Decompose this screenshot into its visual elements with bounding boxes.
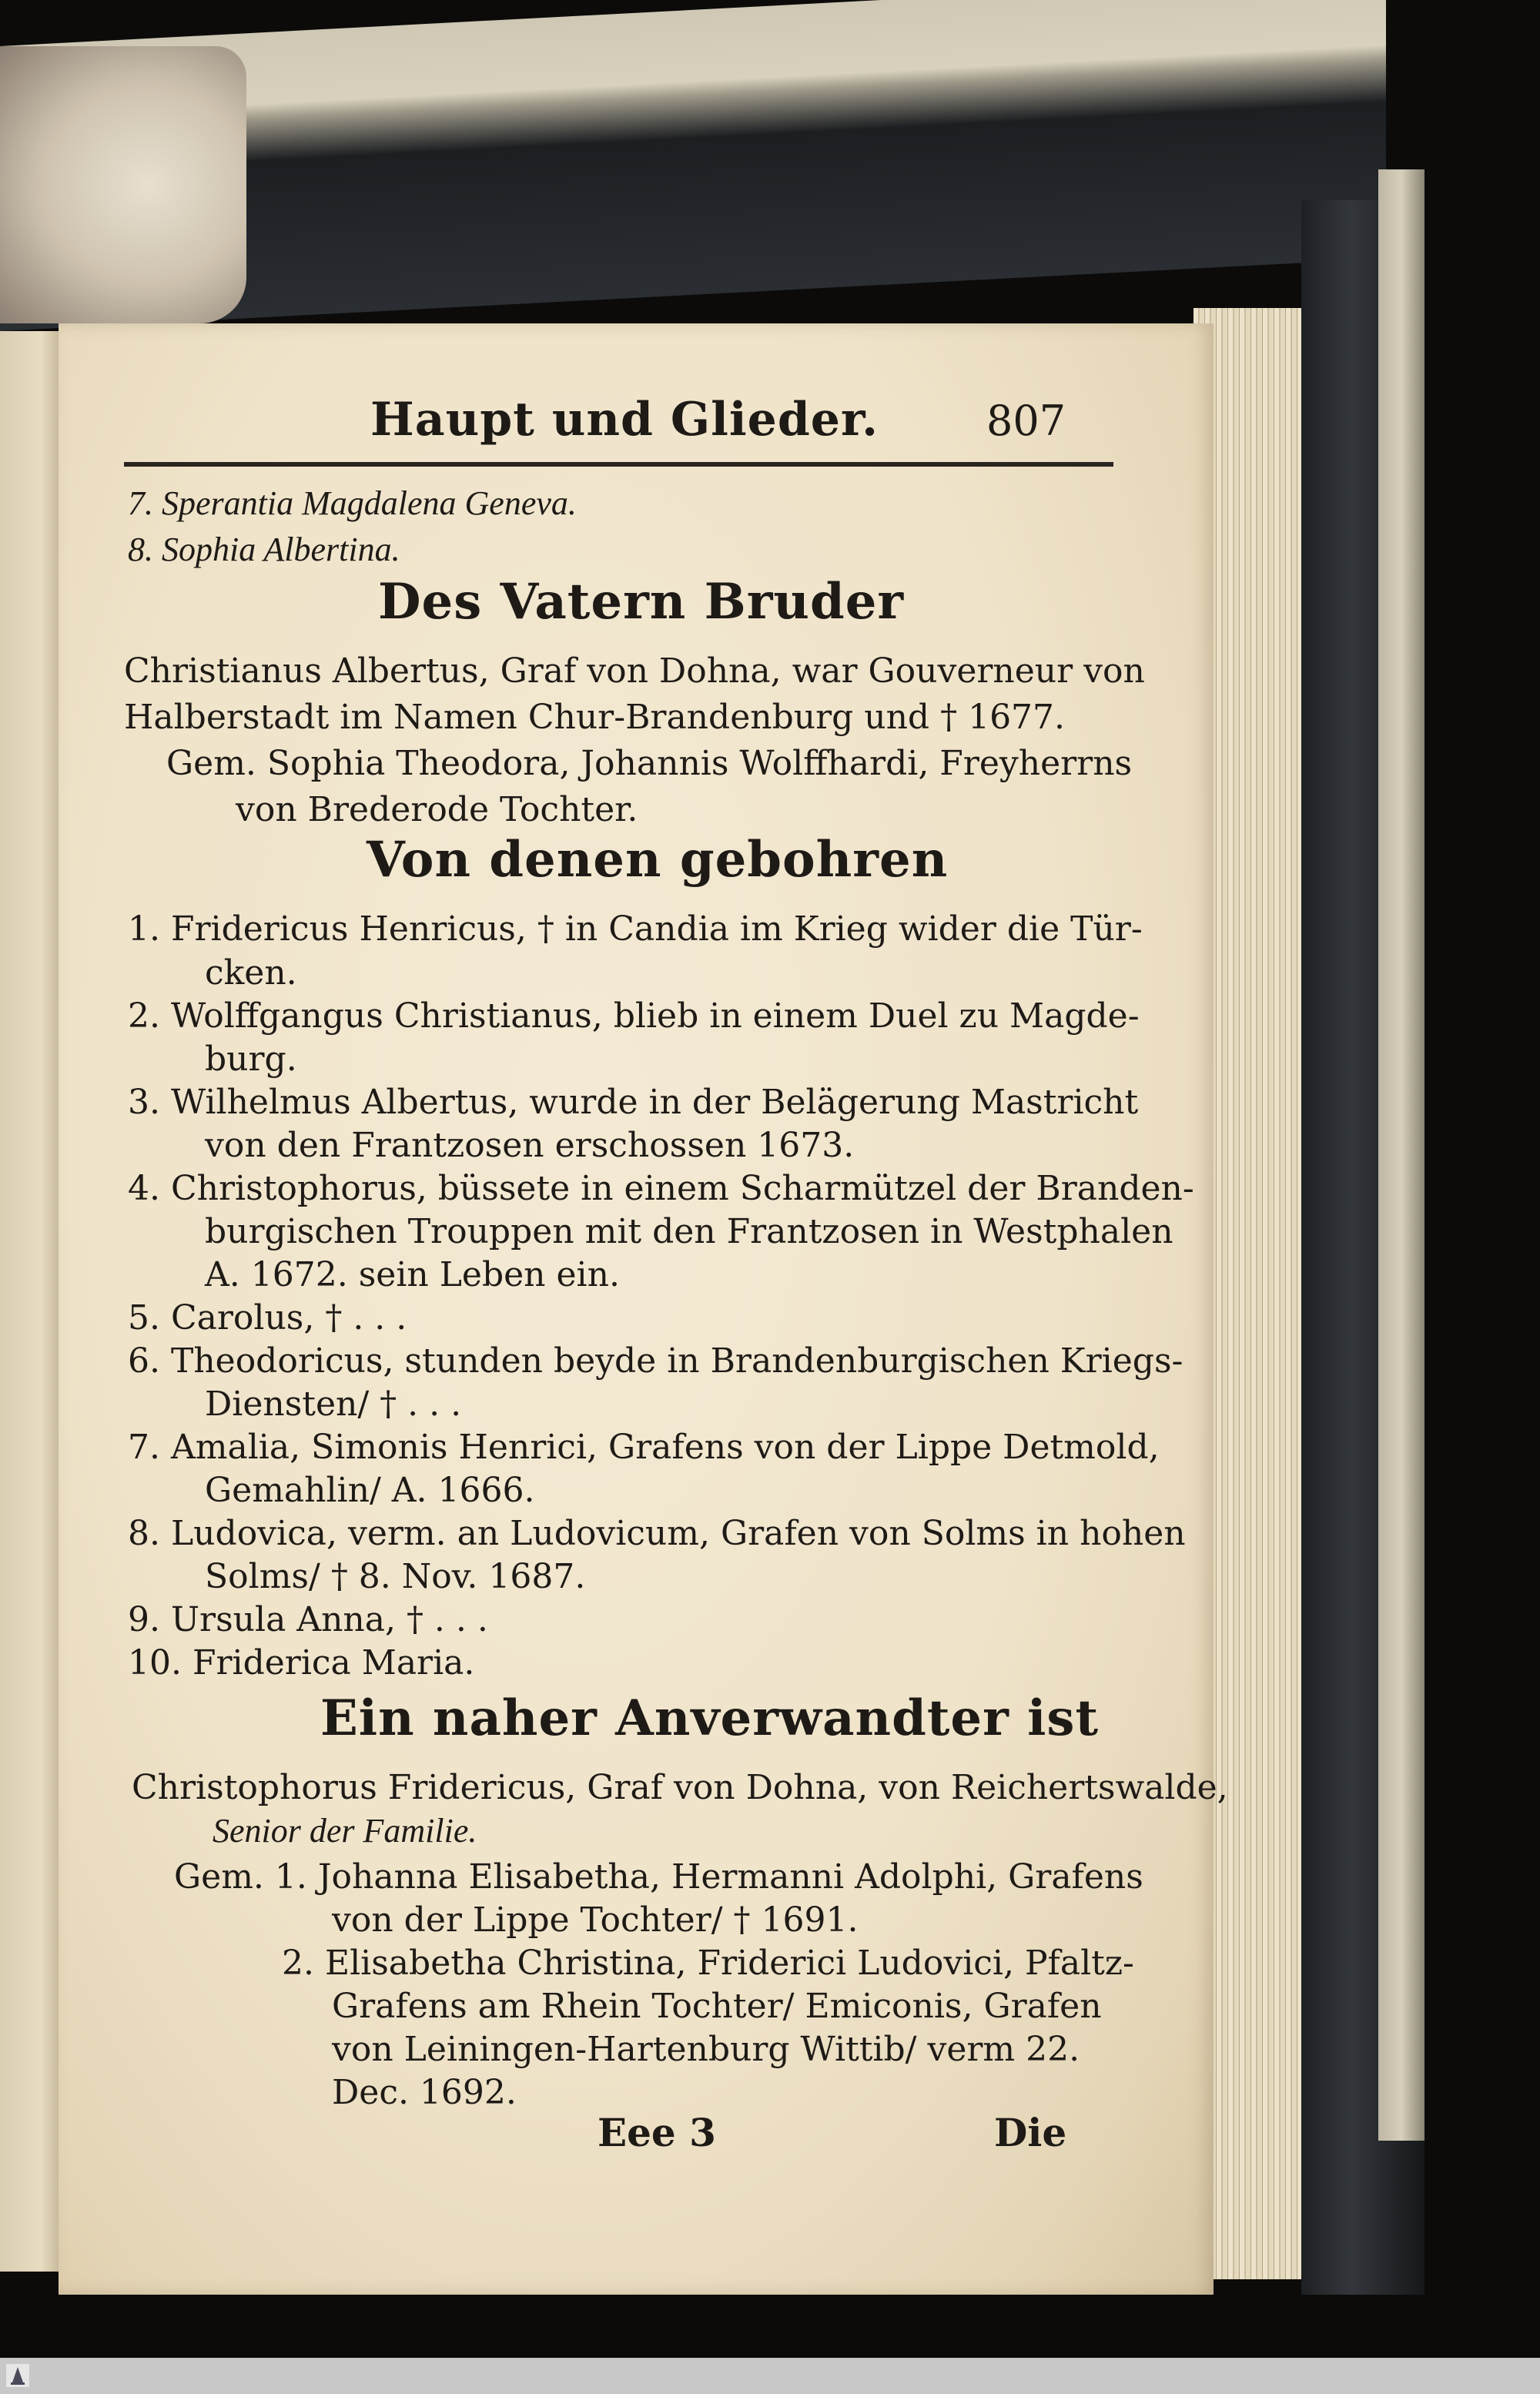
book-binding <box>0 46 246 323</box>
list-item: 8. Ludovica, verm. an Ludovicum, Grafen von Solms in hohen <box>128 1514 1186 1553</box>
signature-mark: Eee 3 <box>598 2110 716 2155</box>
list-item: 8. Sophia Albertina. <box>128 531 400 568</box>
text-line: Halberstadt im Namen Chur-Brandenburg und † 1677. <box>124 698 1066 737</box>
text-line: Grafens am Rhein Tochter/ Emiconis, Grafen <box>332 1987 1102 2026</box>
list-item: 4. Christophorus, büssete in einem Scharmützel der Branden- <box>128 1169 1194 1208</box>
list-item: 7. Amalia, Simonis Henrici, Grafens von der Lippe Detmold, <box>128 1428 1160 1467</box>
list-item: Gemahlin/ A. 1666. <box>205 1471 535 1510</box>
text-line: von Leiningen-Hartenburg Wittib/ verm 22. <box>332 2030 1080 2069</box>
list-item: cken. <box>205 953 297 993</box>
list-item: 3. Wilhelmus Albertus, wurde in der Belägerung Mastricht <box>128 1083 1139 1122</box>
text-line: Gem. Sophia Theodora, Johannis Wolffhardi, Freyherrns <box>166 744 1133 783</box>
list-item: A. 1672. sein Leben ein. <box>205 1255 620 1294</box>
list-item: 2. Wolffgangus Christianus, blieb in einem Duel zu Magde- <box>128 996 1140 1036</box>
text-line: Christophorus Fridericus, Graf von Dohna, von Reichertswalde, <box>132 1768 1228 1807</box>
text-line: Christianus Albertus, Graf von Dohna, war Gouverneur von <box>124 651 1145 691</box>
page <box>59 323 1228 2295</box>
list-item: von den Frantzosen erschossen 1673. <box>205 1126 855 1165</box>
text-line: Gem. 1. Johanna Elisabetha, Hermanni Adolphi, Grafens <box>174 1857 1143 1897</box>
section-heading: Des Vatern Bruder <box>378 573 905 631</box>
book-cover-edge <box>1378 169 1424 2141</box>
text-line: von der Lippe Tochter/ † 1691. <box>332 1900 859 1940</box>
list-item: Diensten/ † . . . <box>205 1385 462 1424</box>
list-item: 7. Sperantia Magdalena Geneva. <box>128 484 577 522</box>
list-item: 1. Fridericus Henricus, † in Candia im Krieg wider die Tür- <box>128 909 1143 949</box>
catchword: Die <box>994 2110 1067 2155</box>
list-item: 6. Theodoricus, stunden beyde in Brandenburgischen Kriegs- <box>128 1341 1183 1381</box>
section-heading: Ein naher Anverwandter ist <box>320 1689 1099 1747</box>
list-item: 5. Carolus, † . . . <box>128 1298 407 1338</box>
text-line: Senior der Familie. <box>213 1812 477 1850</box>
text-line: von Brederode Tochter. <box>236 790 638 829</box>
list-item: 10. Friderica Maria. <box>128 1643 475 1682</box>
list-item: burg. <box>205 1040 297 1079</box>
list-item: Solms/ † 8. Nov. 1687. <box>205 1557 586 1596</box>
text-line: 2. Elisabetha Christina, Friderici Ludovici, Pfaltz- <box>282 1944 1134 1983</box>
page-number: 807 <box>986 397 1066 445</box>
text-line: Dec. 1692. <box>332 2073 517 2112</box>
running-title: Haupt und Glieder. <box>370 393 879 447</box>
header-rule <box>124 462 1113 467</box>
facing-page-left <box>0 331 68 2272</box>
viewer-footer-bar <box>0 2358 1540 2394</box>
list-item: 9. Ursula Anna, † . . . <box>128 1600 488 1639</box>
library-logo-icon <box>5 2362 31 2389</box>
section-heading: Von denen gebohren <box>367 831 949 889</box>
list-item: burgischen Trouppen mit den Frantzosen in Westphalen <box>205 1212 1173 1251</box>
